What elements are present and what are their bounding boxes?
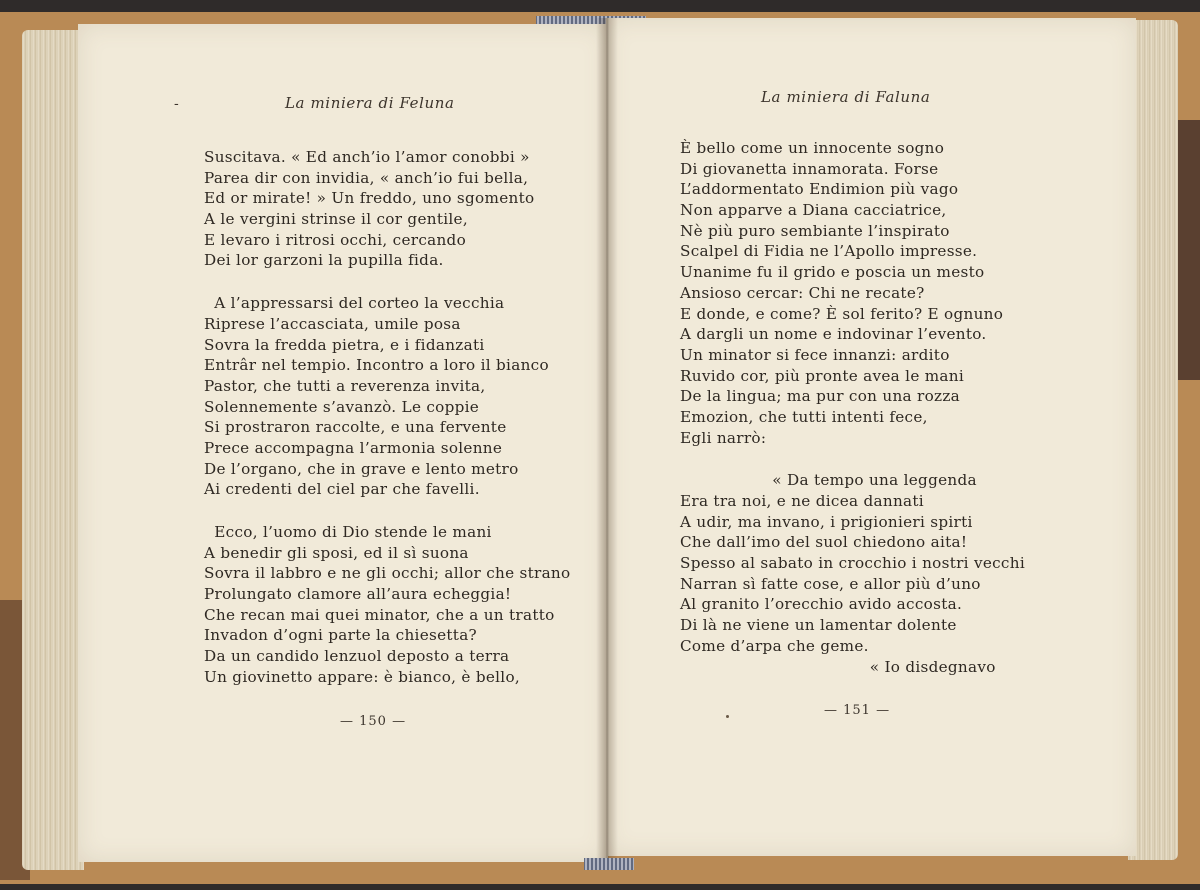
verse-line: Sovra il labbro e ne gli occhi; allor che strano bbox=[204, 564, 571, 583]
stanza-break bbox=[204, 271, 570, 293]
verse-line: Che recan mai quei minator, che a un tratto bbox=[204, 605, 555, 624]
verse-line: Sovra la fredda pietra, e i fidanzati bbox=[204, 335, 485, 354]
verse-line: A dargli un nome e indovinar l’evento. bbox=[680, 325, 987, 344]
verse-line: De l’organo, che in grave e lento metro bbox=[204, 459, 519, 478]
verse-line: Come d’arpa che geme. bbox=[680, 636, 869, 655]
verse-line: Narran sì fatte cose, e allor più d’uno bbox=[680, 574, 981, 593]
verse-line: Di giovanetta innamorata. Forse bbox=[680, 159, 939, 178]
verse-line: Parea dir con invidia, « anch’io fui bella, bbox=[204, 168, 529, 187]
verse-line: Egli narrò: bbox=[680, 428, 767, 447]
verse-line: Non apparve a Diana cacciatrice, bbox=[680, 201, 947, 220]
paper-speck bbox=[726, 715, 729, 718]
verse-line: Suscitava. « Ed anch’io l’amor conobbi » bbox=[204, 148, 530, 166]
verse-line: « Da tempo una leggenda bbox=[680, 471, 977, 490]
verse-line: Unanime fu il grido e poscia un mesto bbox=[680, 263, 985, 282]
verse-line: E levaro i ritrosi occhi, cercando bbox=[204, 230, 467, 249]
verse-line: « Io disdegnavo bbox=[680, 657, 996, 676]
verse-line: Di là ne viene un lamentar dolente bbox=[680, 616, 957, 635]
verse-line: L’addormentato Endimion più vago bbox=[680, 180, 959, 199]
verse-line: Un minator si fece innanzi: ardito bbox=[680, 345, 950, 364]
verse-line: Ai credenti del ciel par che favelli. bbox=[204, 480, 480, 499]
stanza-break bbox=[680, 448, 1025, 470]
verse-line: Prece accompagna l’armonia solenne bbox=[204, 438, 503, 457]
verse-line: Dei lor garzoni la pupilla fida. bbox=[204, 251, 444, 270]
verse-line: Era tra noi, e ne dicea dannati bbox=[680, 492, 924, 510]
headband-bottom bbox=[584, 858, 634, 870]
verse-line: Nè più puro sembiante l’inspirato bbox=[680, 221, 950, 240]
verse-line: Ed or mirate! » Un freddo, uno sgomento bbox=[204, 189, 535, 208]
verse-line: Un giovinetto appare: è bianco, è bello, bbox=[204, 667, 521, 686]
stanza-break bbox=[204, 500, 570, 522]
left-page bbox=[78, 24, 608, 862]
verse-line: Ecco, l’uomo di Dio stende le mani bbox=[204, 523, 492, 541]
verse-line: Prolungato clamore all’aura echeggia! bbox=[204, 585, 512, 604]
verse-line: Invadon d’ogni parte la chiesetta? bbox=[204, 626, 477, 645]
verse-line: Solennemente s’avanzò. Le coppie bbox=[204, 397, 480, 416]
verse-line: E donde, e come? È sol ferito? E ognuno bbox=[680, 304, 1004, 323]
verse-line: A l’appressarsi del corteo la vecchia bbox=[204, 294, 505, 313]
verse-line: Emozion, che tutti intenti fece, bbox=[680, 407, 928, 426]
running-head-left: La miniera di Feluna bbox=[285, 94, 455, 112]
verse-line: Da un candido lenzuol deposto a terra bbox=[204, 647, 510, 666]
verse-line: Entrâr nel tempio. Incontro a loro il bianco bbox=[204, 356, 549, 375]
verse-line: È bello come un innocente sogno bbox=[680, 139, 945, 157]
page-edges-left bbox=[22, 30, 84, 870]
verse-line: Spesso al sabato in crocchio i nostri vecchi bbox=[680, 554, 1025, 573]
verse-line: De la lingua; ma pur con una rozza bbox=[680, 387, 960, 406]
page-number-left: — 150 — bbox=[340, 714, 407, 729]
verse-line: Pastor, che tutti a reverenza invita, bbox=[204, 376, 486, 395]
left-page-text bbox=[204, 147, 570, 688]
running-head-right: La miniera di Faluna bbox=[761, 88, 931, 106]
right-page bbox=[606, 18, 1136, 856]
verse-line: A udir, ma invano, i prigionieri spirti bbox=[680, 512, 973, 531]
verse-line: A le vergini strinse il cor gentile, bbox=[204, 210, 468, 229]
margin-mark: - bbox=[174, 96, 179, 112]
verse-line: Al granito l’orecchio avido accosta. bbox=[680, 595, 963, 614]
verse-line: Ruvido cor, più pronte avea le mani bbox=[680, 366, 965, 385]
verse-line: Ansioso cercar: Chi ne recate? bbox=[680, 283, 925, 302]
verse-line: Si prostraron raccolte, e una fervente bbox=[204, 418, 507, 437]
page-number-right: — 151 — bbox=[824, 703, 891, 718]
book-gutter bbox=[596, 18, 618, 863]
verse-line: Scalpel di Fidia ne l’Apollo impresse. bbox=[680, 242, 978, 261]
right-page-text bbox=[680, 138, 1025, 677]
verse-line: A benedir gli sposi, ed il sì suona bbox=[204, 543, 469, 562]
verse-line: Riprese l’accasciata, umile posa bbox=[204, 314, 461, 333]
verse-line: Che dall’imo del suol chiedono aita! bbox=[680, 533, 968, 552]
